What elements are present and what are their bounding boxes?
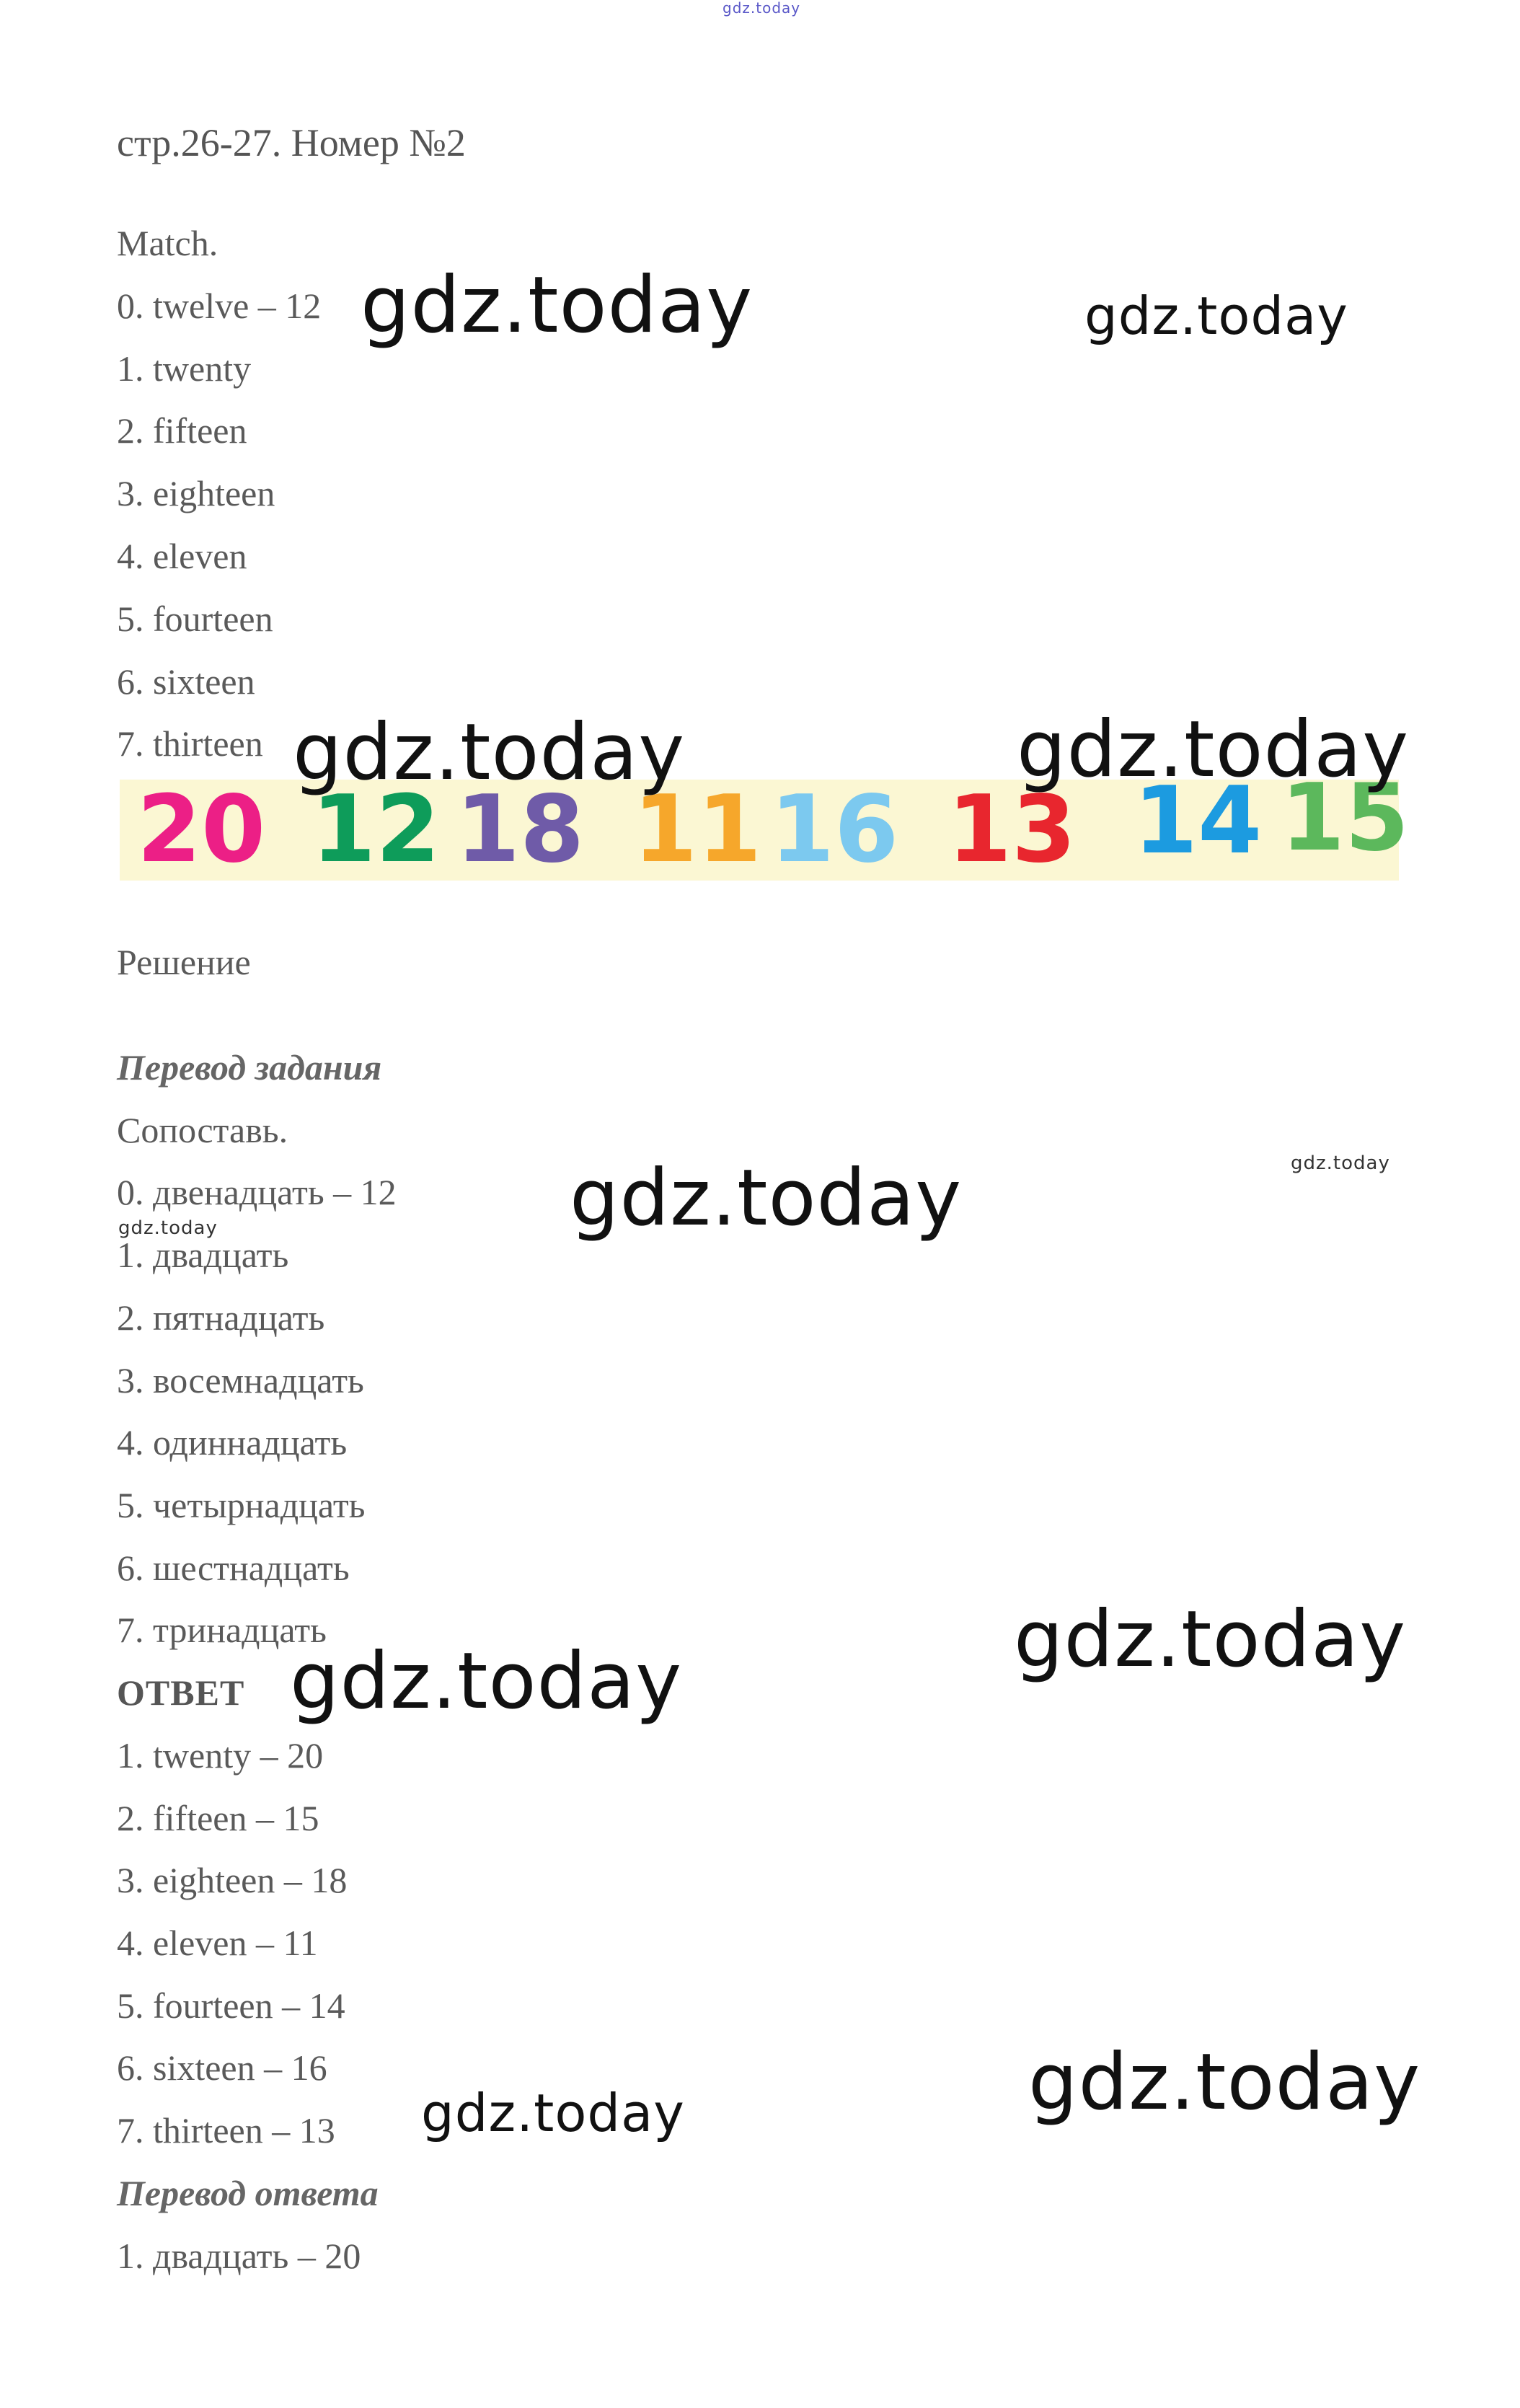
strip-number-7: 15 <box>1281 764 1410 872</box>
watermark: gdz.today <box>293 707 686 798</box>
watermark: gdz.today <box>361 260 754 350</box>
answer-translation-item-1: 1. двадцать – 20 <box>117 2236 361 2276</box>
task-item-3: 3. eighteen <box>117 473 275 513</box>
answer-item-4: 4. eleven – 11 <box>117 1923 318 1963</box>
watermark-small: gdz.today <box>118 1217 218 1239</box>
task-item-4: 4. eleven <box>117 536 247 576</box>
page-title: стр.26-27. Номер №2 <box>117 121 466 164</box>
watermark: gdz.today <box>570 1153 963 1243</box>
task-item-1: 1. twenty <box>117 348 252 389</box>
translation-item-4: 4. одиннадцать <box>117 1422 348 1463</box>
solution-heading: Решение <box>117 942 251 982</box>
answer-heading: ОТВЕТ <box>117 1672 245 1713</box>
translation-item-7: 7. тринадцать <box>117 1610 327 1650</box>
task-instruction: Match. <box>117 223 218 263</box>
answer-item-3: 3. eighteen – 18 <box>117 1860 348 1900</box>
translation-instruction: Сопоставь. <box>117 1110 288 1150</box>
watermark: gdz.today <box>421 2083 685 2143</box>
watermark: gdz.today <box>1014 1595 1407 1685</box>
answer-item-2: 2. fifteen – 15 <box>117 1798 319 1838</box>
strip-number-1: 12 <box>311 776 441 883</box>
strip-number-4: 16 <box>770 776 899 883</box>
strip-number-2: 18 <box>456 776 585 883</box>
strip-number-5: 13 <box>947 776 1077 883</box>
task-item-2: 2. fifteen <box>117 410 247 451</box>
watermark-top: gdz.today <box>723 0 801 17</box>
answer-item-6: 6. sixteen – 16 <box>117 2047 327 2088</box>
task-item-7: 7. thirteen <box>117 723 263 764</box>
translation-item-0: 0. двенадцать – 12 <box>117 1172 397 1212</box>
strip-number-0: 20 <box>137 776 266 883</box>
answer-item-1: 1. twenty – 20 <box>117 1735 324 1776</box>
task-item-6: 6. sixteen <box>117 661 255 702</box>
strip-number-6: 14 <box>1134 767 1263 875</box>
translation-item-6: 6. шестнадцать <box>117 1548 350 1588</box>
watermark: gdz.today <box>1017 705 1410 795</box>
strip-number-3: 11 <box>633 776 762 883</box>
answer-item-7: 7. thirteen – 13 <box>117 2110 335 2151</box>
watermark: gdz.today <box>1028 2037 1421 2127</box>
watermark: gdz.today <box>1084 286 1348 346</box>
translation-item-3: 3. восемнадцать <box>117 1360 364 1401</box>
translation-heading: Перевод задания <box>117 1047 382 1088</box>
watermark-small: gdz.today <box>1291 1152 1390 1174</box>
task-item-0: 0. twelve – 12 <box>117 286 322 326</box>
task-item-5: 5. fourteen <box>117 599 273 639</box>
translation-item-1: 1. двадцать <box>117 1235 289 1275</box>
translation-item-5: 5. четырнадцать <box>117 1485 366 1525</box>
answer-item-5: 5. fourteen – 14 <box>117 1985 345 2026</box>
watermark: gdz.today <box>290 1636 683 1726</box>
answer-translation-heading: Перевод ответа <box>117 2173 379 2213</box>
translation-item-2: 2. пятнадцать <box>117 1297 325 1338</box>
